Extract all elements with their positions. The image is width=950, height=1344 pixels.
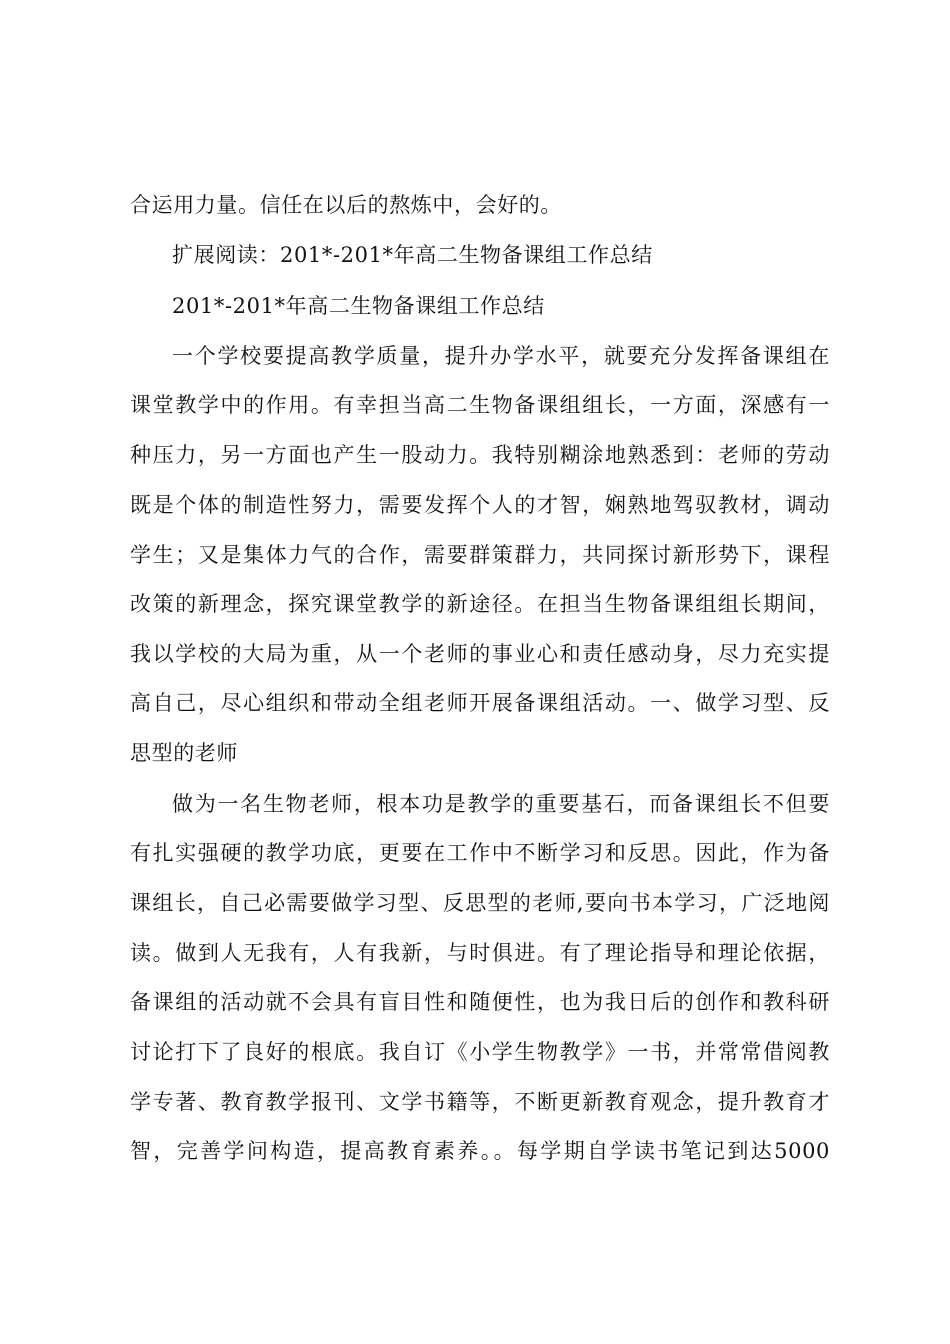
paragraph-line: 课组长，自己必需要做学习型、反思型的老师,要向书本学习，广泛地阅 bbox=[130, 891, 830, 915]
paragraph-line: 高自己，尽心组织和带动全组老师开展备课组活动。一、做学习型、反 bbox=[130, 691, 830, 715]
paragraph-line: 种压力，另一方面也产生一股动力。我特别糊涂地熟悉到：老师的劳动 bbox=[130, 443, 830, 467]
paragraph-line: 思型的老师 bbox=[130, 741, 238, 765]
paragraph-line: 智，完善学问构造，提高教育素养。。每学期自学读书笔记到达5000 bbox=[130, 1139, 830, 1163]
paragraph-line: 我以学校的大局为重，从一个老师的事业心和责任感动身，尽力充实提 bbox=[130, 642, 830, 666]
section-reference-line: 扩展阅读：201*-201*年高二生物备课组工作总结 bbox=[172, 243, 653, 267]
paragraph-line: 读。做到人无我有，人有我新，与时俱进。有了理论指导和理论依据， bbox=[130, 941, 830, 965]
paragraph-line: 讨论打下了良好的根底。我自订《小学生物教学》一书，并常常借阅教 bbox=[130, 1040, 830, 1064]
paragraph-line: 改策的新理念，探究课堂教学的新途径。在担当生物备课组组长期间， bbox=[130, 592, 830, 616]
paragraph-line: 学专著、教育教学报刊、文学书籍等，不断更新教育观念，提升教育才 bbox=[130, 1090, 830, 1114]
text-line: 合运用力量。信任在以后的熬炼中，会好的。 bbox=[130, 193, 562, 217]
paragraph-line: 一个学校要提高教学质量，提升办学水平，就要充分发挥备课组在 bbox=[172, 344, 830, 368]
section-title: 201*-201*年高二生物备课组工作总结 bbox=[172, 294, 545, 318]
paragraph-line: 课堂教学中的作用。有幸担当高二生物备课组组长，一方面，深感有一 bbox=[130, 393, 830, 417]
paragraph-line: 有扎实强硬的教学功底，更要在工作中不断学习和反思。因此，作为备 bbox=[130, 841, 830, 865]
paragraph-line: 备课组的活动就不会具有盲目性和随便性，也为我日后的创作和教科研 bbox=[130, 990, 830, 1014]
paragraph-line: 既是个体的制造性努力，需要发挥个人的才智，娴熟地驾驭教材，调动 bbox=[130, 493, 830, 517]
paragraph-line: 学生；又是集体力气的合作，需要群策群力，共同探讨新形势下，课程 bbox=[130, 543, 830, 567]
paragraph-line: 做为一名生物老师，根本功是教学的重要基石，而备课组长不但要 bbox=[172, 792, 830, 816]
